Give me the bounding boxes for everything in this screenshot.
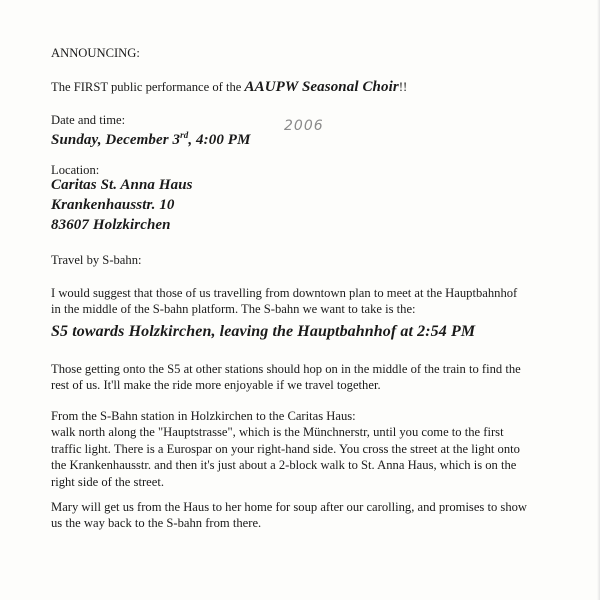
directions (51, 408, 571, 490)
other-stations-line: Those getting onto the S5 at other stations should hop on in the middle of the train to find the (51, 362, 521, 376)
first-line-suffix: !! (398, 80, 408, 94)
directions-line: From the S-Bahn station in Holzkirchen to the Caritas Haus: (51, 409, 356, 423)
date-label: Date and time: (51, 113, 126, 127)
closing-line: us the way back to the S-bahn from there. (51, 516, 262, 531)
date-ordinal: rd (180, 130, 189, 140)
first-line-prefix: The FIRST public performance of the (51, 80, 245, 94)
travel-suggestion (51, 285, 571, 318)
directions-line: walk north along the "Hauptstrasse", which is the Münchnerstr, until you come to the first (51, 425, 504, 440)
location-name: Caritas St. Anna Haus (51, 177, 193, 193)
travel-label: Travel by S-bahn: (51, 253, 142, 267)
date-time (51, 127, 251, 148)
announcing-heading: ANNOUNCING: (51, 46, 140, 60)
closing-line: Mary will get us from the Haus to her home for soup after our carolling, and promises to show (51, 500, 528, 514)
first-performance-line (51, 79, 407, 95)
other-stations-line: rest of us. It'll make the ride more enjoyable if we travel together. (51, 378, 381, 393)
train-info: S5 towards Holzkirchen, leaving the Hauptbahnhof at 2:54 PM (51, 323, 476, 340)
directions-line: the Krankenhausstr. and then it's just about a 2-block walk to St. Anna Haus, which is on the (51, 458, 517, 473)
directions-line: traffic light. There is a Eurospar on your right-hand side. You cross the street at the light onto (51, 441, 520, 456)
suggestion-line: in the middle of the S-bahn platform. The S-bahn we want to take is the: (51, 302, 416, 317)
location-street: Krankenhausstr. 10 (51, 197, 175, 213)
location-label: Location: (51, 163, 100, 177)
other-stations-note (51, 361, 571, 394)
suggestion-line: I would suggest that those of us travelling from downtown plan to meet at the Hauptbahnhof (51, 286, 518, 300)
closing-note (51, 499, 571, 532)
date-day: Sunday, December 3 (51, 132, 181, 148)
handwritten-year: 2006 (284, 118, 324, 134)
choir-name: AAUPW Seasonal Choir (244, 79, 399, 95)
directions-line: right side of the street. (51, 474, 164, 489)
location-city: 83607 Holzkirchen (51, 217, 171, 233)
date-time-value: , 4:00 PM (188, 132, 251, 148)
